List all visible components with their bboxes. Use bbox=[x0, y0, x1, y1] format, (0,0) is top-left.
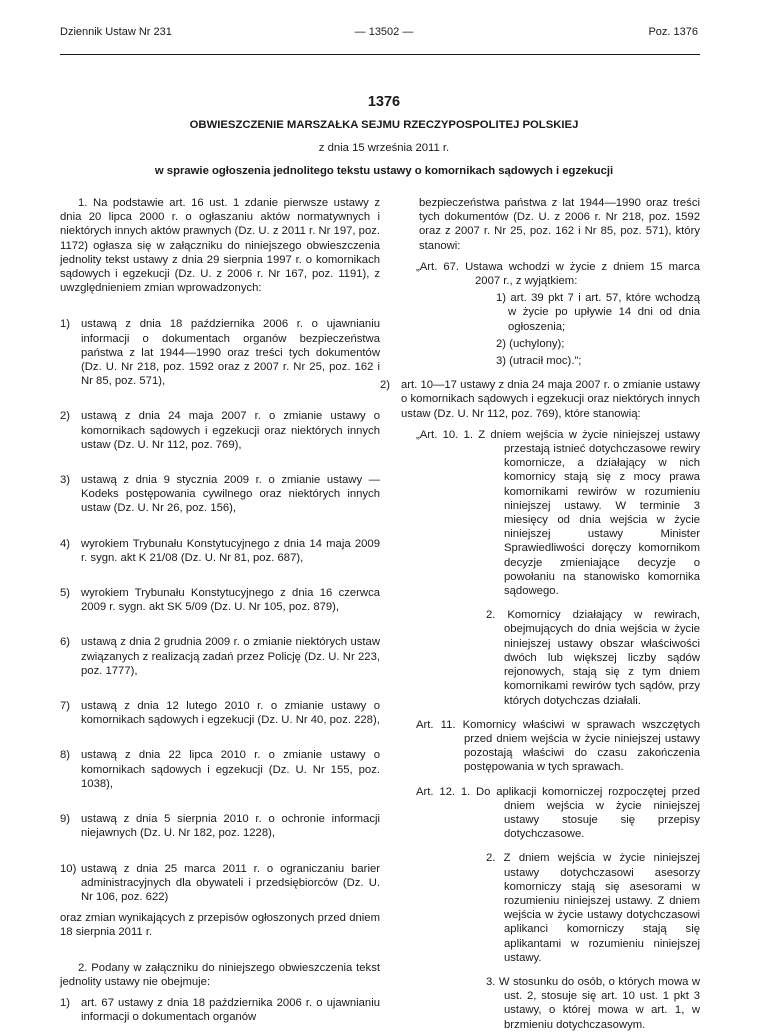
journal-name: Dziennik Ustaw Nr 231 bbox=[60, 26, 172, 38]
amendment-item: 10) ustawą z dnia 25 marca 2011 r. o ograniczaniu barier administracyjnych dla obywateli i przedsiębiorców (Dz. U. Nr 106, poz. 622) bbox=[60, 862, 380, 903]
article-11: Art. 11. Komornicy właściwi w sprawach wszczętych przed dniem wejścia w życie niniejszej ustawy pozostają właściwi do czasu zakończenia postępowania w tych sprawach. bbox=[416, 718, 700, 774]
amendment-item: 4) wyrokiem Trybunału Konstytucyjnego z dnia 14 maja 2009 r. sygn. akt K 21/08 (Dz. U. Nr 81, poz. 687), bbox=[60, 537, 380, 564]
amendments-closing: oraz zmian wynikających z przepisów ogłoszonych przed dniem 18 sierpnia 2011 r. bbox=[60, 912, 380, 939]
amendment-item: 5) wyrokiem Trybunału Konstytucyjnego z dnia 16 czerwca 2009 r. sygn. akt SK 5/09 (Dz. U. Nr 105, poz. 879), bbox=[60, 587, 380, 614]
document-subject: w sprawie ogłoszenia jednolitego tekstu ustawy o komornikach sądowych i egzekucji bbox=[154, 165, 614, 177]
article-67-point-3: 3) (utracił moc).”; bbox=[496, 355, 582, 368]
position-number: Poz. 1376 bbox=[648, 26, 698, 38]
amendment-item: 6) ustawą z dnia 2 grudnia 2009 r. o zmianie niektórych ustaw związanych z realizacją zadań przez Policję (Dz. U. Nr 223, poz. 1777), bbox=[60, 636, 380, 677]
amendment-item: 3) ustawą z dnia 9 stycznia 2009 r. o zmianie ustawy — Kodeks postępowania cywilnego oraz niektórych innych ustaw (Dz. U. Nr 26, poz. 156), bbox=[60, 474, 380, 515]
left-column bbox=[60, 196, 380, 1024]
exclusion-item: 2) art. 10—17 ustawy z dnia 24 maja 2007 r. o zmianie ustawy o komornikach sądowych i egzekucji oraz niektórych innych ustaw (Dz. U. Nr 112, poz. 769), które stanowią: bbox=[380, 379, 700, 420]
quoted-article-67: „Art. 67. Ustawa wchodzi w życie z dniem 15 marca 2007 r., z wyjątkiem: bbox=[416, 260, 700, 288]
paragraph-1: 1. Na podstawie art. 16 ust. 1 zdanie pierwsze ustawy z dnia 20 lipca 2000 r. o ogłaszaniu aktów normatywnych i niektórych innych aktów prawnych (Dz. U. z 2011 r. Nr 197, poz. 1172) ogłasza się w załączniku do niniejszego obwieszczenia jednolity tekst ustawy z dnia 29 sierpnia 1997 r. o komornikach sądowych i egzekucji (Dz. U. z 2006 r. Nr 167, poz. 1191), z uwzględnieniem zmian wprowadzonych: bbox=[60, 197, 381, 295]
amendment-item: 8) ustawą z dnia 22 lipca 2010 r. o zmianie ustawy o komornikach sądowych i egzekucji (Dz. U. Nr 155, poz. 1038), bbox=[60, 749, 380, 790]
exclusion-item: 1) art. 67 ustawy z dnia 18 października 2006 r. o ujawnianiu informacji o dokumentach organów bbox=[60, 996, 380, 1024]
article-12-par-3: 3. W stosunku do osób, o których mowa w ust. 2, stosuje się art. 10 ust. 1 pkt 3 ustawy, o której mowa w art. 1, w brzmieniu dotychczasowym. bbox=[486, 975, 700, 1031]
document-title: OBWIESZCZENIE MARSZAŁKA SEJMU RZECZYPOSPOLITEJ POLSKIEJ bbox=[189, 119, 579, 131]
article-12-par-1: Art. 12. 1. Do aplikacji komorniczej rozpoczętej przed dniem wejścia w życie niniejszej ustawy stosuje się przepisy dotychczasowe. bbox=[416, 785, 700, 841]
quoted-article-10-par-1: „Art. 10. 1. Z dniem wejścia w życie niniejszej ustawy przestają istnieć dotychczasowe rewiry komornicze, a działający w nich komornicy stają się z mocy prawa komornikami rewirów w rozumieniu niniejszej ustawy. W terminie 3 miesięcy od dnia wejścia w życie niniejszej ustawy Minister Sprawiedliwości doręczy komornikom decyzje zmieniające decyzje o powołaniu na stanowisko komornika sądowego. bbox=[416, 428, 700, 598]
header-divider bbox=[60, 54, 700, 55]
article-67-point-2: 2) (uchylony); bbox=[496, 337, 565, 350]
article-12-par-2: 2. Z dniem wejścia w życie niniejszej ustawy dotychczasowi asesorzy komorniczy stają się asesorami w rozumieniu niniejszej ustawy. Z dniem wejścia w życie ustawy dotychczasowi aplikanci komorniczy stają się aplikantami w rozumieniu niniejszej ustawy. bbox=[486, 852, 700, 964]
exclusion-item-continued: bezpieczeństwa państwa z lat 1944—1990 oraz treści tych dokumentów (Dz. U. z 2006 r. Nr 218, poz. 1592 oraz z 2007 r. Nr 25, poz. 162 i Nr 85, poz. 571), który stanowi: bbox=[419, 197, 700, 252]
amendment-item: 9) ustawą z dnia 5 sierpnia 2010 r. o ochronie informacji niejawnych (Dz. U. Nr 182, poz. 1228), bbox=[60, 813, 380, 840]
page-number: — 13502 — bbox=[354, 26, 414, 38]
right-column bbox=[380, 196, 700, 1032]
paragraph-2: 2. Podany w załączniku do niniejszego obwieszczenia tekst jednolity ustawy nie obejmuje: bbox=[60, 961, 380, 988]
amendment-item: 1) ustawą z dnia 18 października 2006 r. o ujawnianiu informacji o dokumentach organów bezpieczeństwa państwa z lat 1944—1990 oraz treści tych dokumentów (Dz. U. Nr 218, poz. 1592 oraz z 2007 r. Nr 25, poz. 162 i Nr 85, poz. 571), bbox=[60, 318, 380, 388]
article-67-point-1: 1) art. 39 pkt 7 i art. 57, które wchodzą w życie po upływie 14 dni od dnia ogłoszenia; bbox=[496, 292, 700, 333]
document-number: 1376 bbox=[367, 94, 401, 110]
document-date: z dnia 15 września 2011 r. bbox=[318, 142, 450, 154]
article-10-par-2: 2. Komornicy działający w rewirach, obejmujących do dnia wejścia w życie niniejszej ustawy obszar właściwości dwóch lub większej liczby sądów rejonowych, stają się z tym dniem komornikami rewirów tych sądów, przy których dotychczas działali. bbox=[486, 609, 700, 707]
amendment-item: 2) ustawą z dnia 24 maja 2007 r. o zmianie ustawy o komornikach sądowych i egzekucji oraz niektórych innych ustaw (Dz. U. Nr 112, poz. 769), bbox=[60, 410, 380, 451]
amendment-item: 7) ustawą z dnia 12 lutego 2010 r. o zmianie ustawy o komornikach sądowych i egzekucji (Dz. U. Nr 40, poz. 228), bbox=[60, 700, 380, 727]
